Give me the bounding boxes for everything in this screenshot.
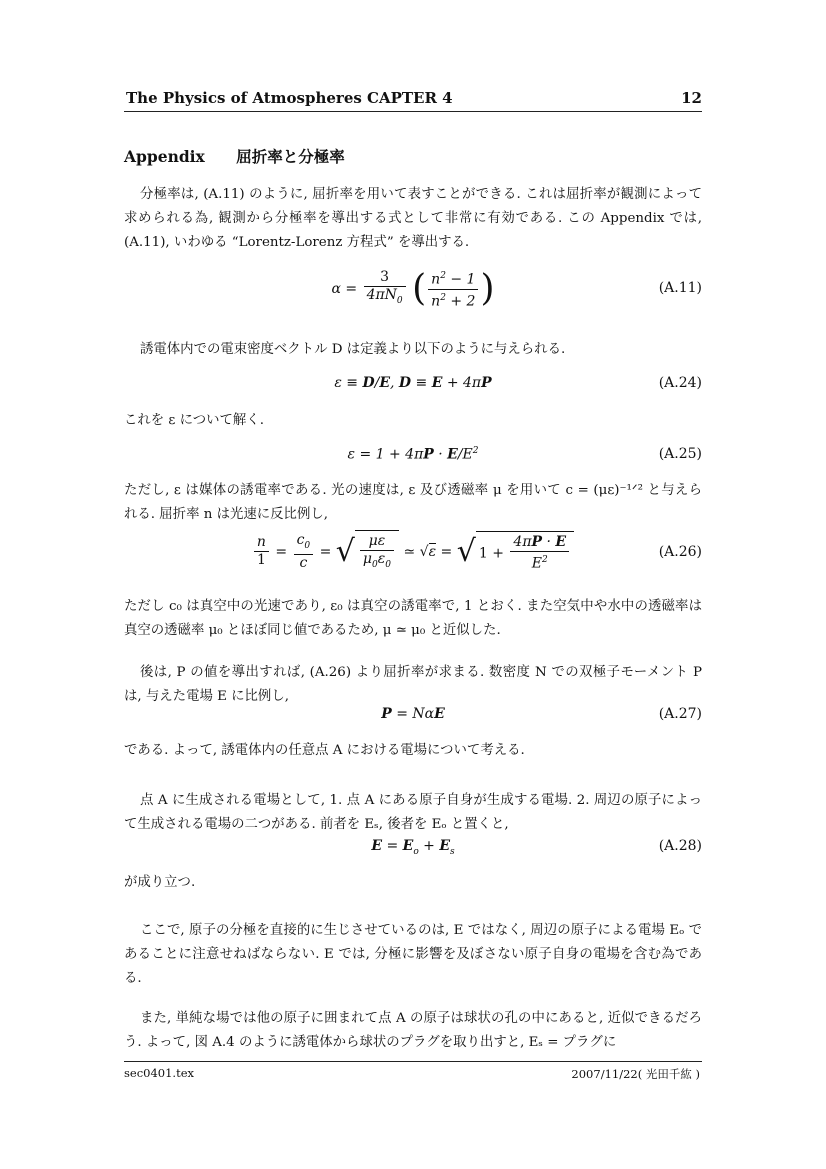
paragraph-light-speed: ただし, ε は媒体の誘電率である. 光の速度は, ε 及び透磁率 μ を用いて c = (με)⁻¹ᐟ² と与えられる. 屈折率 n は光速に反比例し, bbox=[124, 483, 702, 523]
equation-a11: α = $\frac{3}{4\pi N_0}$ ( $\frac{n^2 - 1}{n^2 + 2}$ ) (A.11) bbox=[331, 268, 702, 310]
equation-a28: $E = E_o + E_s$ (A.28) bbox=[371, 838, 702, 857]
appendix-label: Appendix bbox=[124, 147, 205, 166]
paragraph-intro: 分極率は, (A.11) のように, 屈折率を用いて表すことができる. これは屈折率が観測によって求められる為, 観測から分極率を導出する式として非常に有効である. この Appendix では, (A.11), いわゆる “Lorentz-Lorenz 方程式” を導出する. bbox=[124, 187, 702, 251]
equation-a24: ε ≡ D/E, D ≡ E + 4πP (A.24) bbox=[334, 375, 702, 391]
paragraph-solve: これを ε について解く. bbox=[124, 413, 264, 429]
equation-number: (A.25) bbox=[658, 446, 702, 462]
equation-number: (A.26) bbox=[658, 544, 702, 560]
equation-a25: $\varepsilon = 1 + 4\pi P \cdot E/E^2$ (A.25) bbox=[347, 446, 702, 463]
equation-number: (A.28) bbox=[658, 838, 702, 854]
equation-number: (A.11) bbox=[658, 280, 702, 296]
header-title: The Physics of Atmospheres CAPTER 4 bbox=[126, 89, 453, 107]
page-footer bbox=[124, 1061, 702, 1082]
footer-file: sec0401.tex bbox=[124, 1066, 194, 1080]
paragraph-fields: 点 A に生成される電場として, 1. 点 A にある原子自身が生成する電場. 2. 周辺の原子によって生成される電場の二つがある. 前者を Eₛ, 後者を Eₒ と置くと, bbox=[124, 793, 702, 833]
running-header bbox=[124, 89, 702, 112]
equation-a27: P = NαE (A.27) bbox=[381, 706, 702, 722]
paragraph-vacuum: ただし c₀ は真空中の光速であり, ε₀ は真空の誘電率で, 1 とおく. また空気中や水中の透磁率は真空の透磁率 μ₀ とほぼ同じ値であるため, μ ≃ μ₀ と近似した. bbox=[124, 599, 702, 639]
appendix-title: 屈折率と分極率 bbox=[236, 147, 345, 166]
appendix-heading bbox=[124, 145, 345, 167]
paragraph-holds: が成り立つ. bbox=[124, 875, 196, 891]
equation-a26: $\frac{n}{1}$ = $\frac{c_0}{c}$ = √ $\frac{\mu\varepsilon}{\mu_0\varepsilon_0}$ ≃ √ε = √ 1 + $\frac{4\pi P \cdot E}{E^2}$ (A.26) bbox=[124, 530, 702, 570]
paragraph-plug: また, 単純な場では他の原子に囲まれて点 A の原子は球状の孔の中にあると, 近似できるだろう. よって, 図 A.4 のように誘電体から球状のプラグを取り出すと, Eₛ = プラグに bbox=[124, 1011, 702, 1051]
paragraph-polarization: ここで, 原子の分極を直接的に生じさせているのは, E ではなく, 周辺の原子による電場 Eₒ であることに注意せねばならない. E では, 分極に影響を及ぼさない原子自身の電場を含む為である. bbox=[124, 923, 702, 987]
paragraph-dfield: 誘電体内での電束密度ベクトル D は定義より以下のように与えられる. bbox=[140, 342, 566, 358]
paragraph-dipole: 後は, P の値を導出すれば, (A.26) より屈折率が求まる. 数密度 N での双極子モーメント P は, 与えた電場 E に比例し, bbox=[124, 665, 702, 705]
equation-number: (A.24) bbox=[658, 375, 702, 391]
equation-number: (A.27) bbox=[658, 706, 702, 722]
paragraph-point-a: である. よって, 誘電体内の任意点 A における電場について考える. bbox=[124, 743, 525, 759]
page-number: 12 bbox=[681, 89, 702, 107]
footer-date-author: 2007/11/22( 光田千紘 ) bbox=[571, 1067, 700, 1081]
